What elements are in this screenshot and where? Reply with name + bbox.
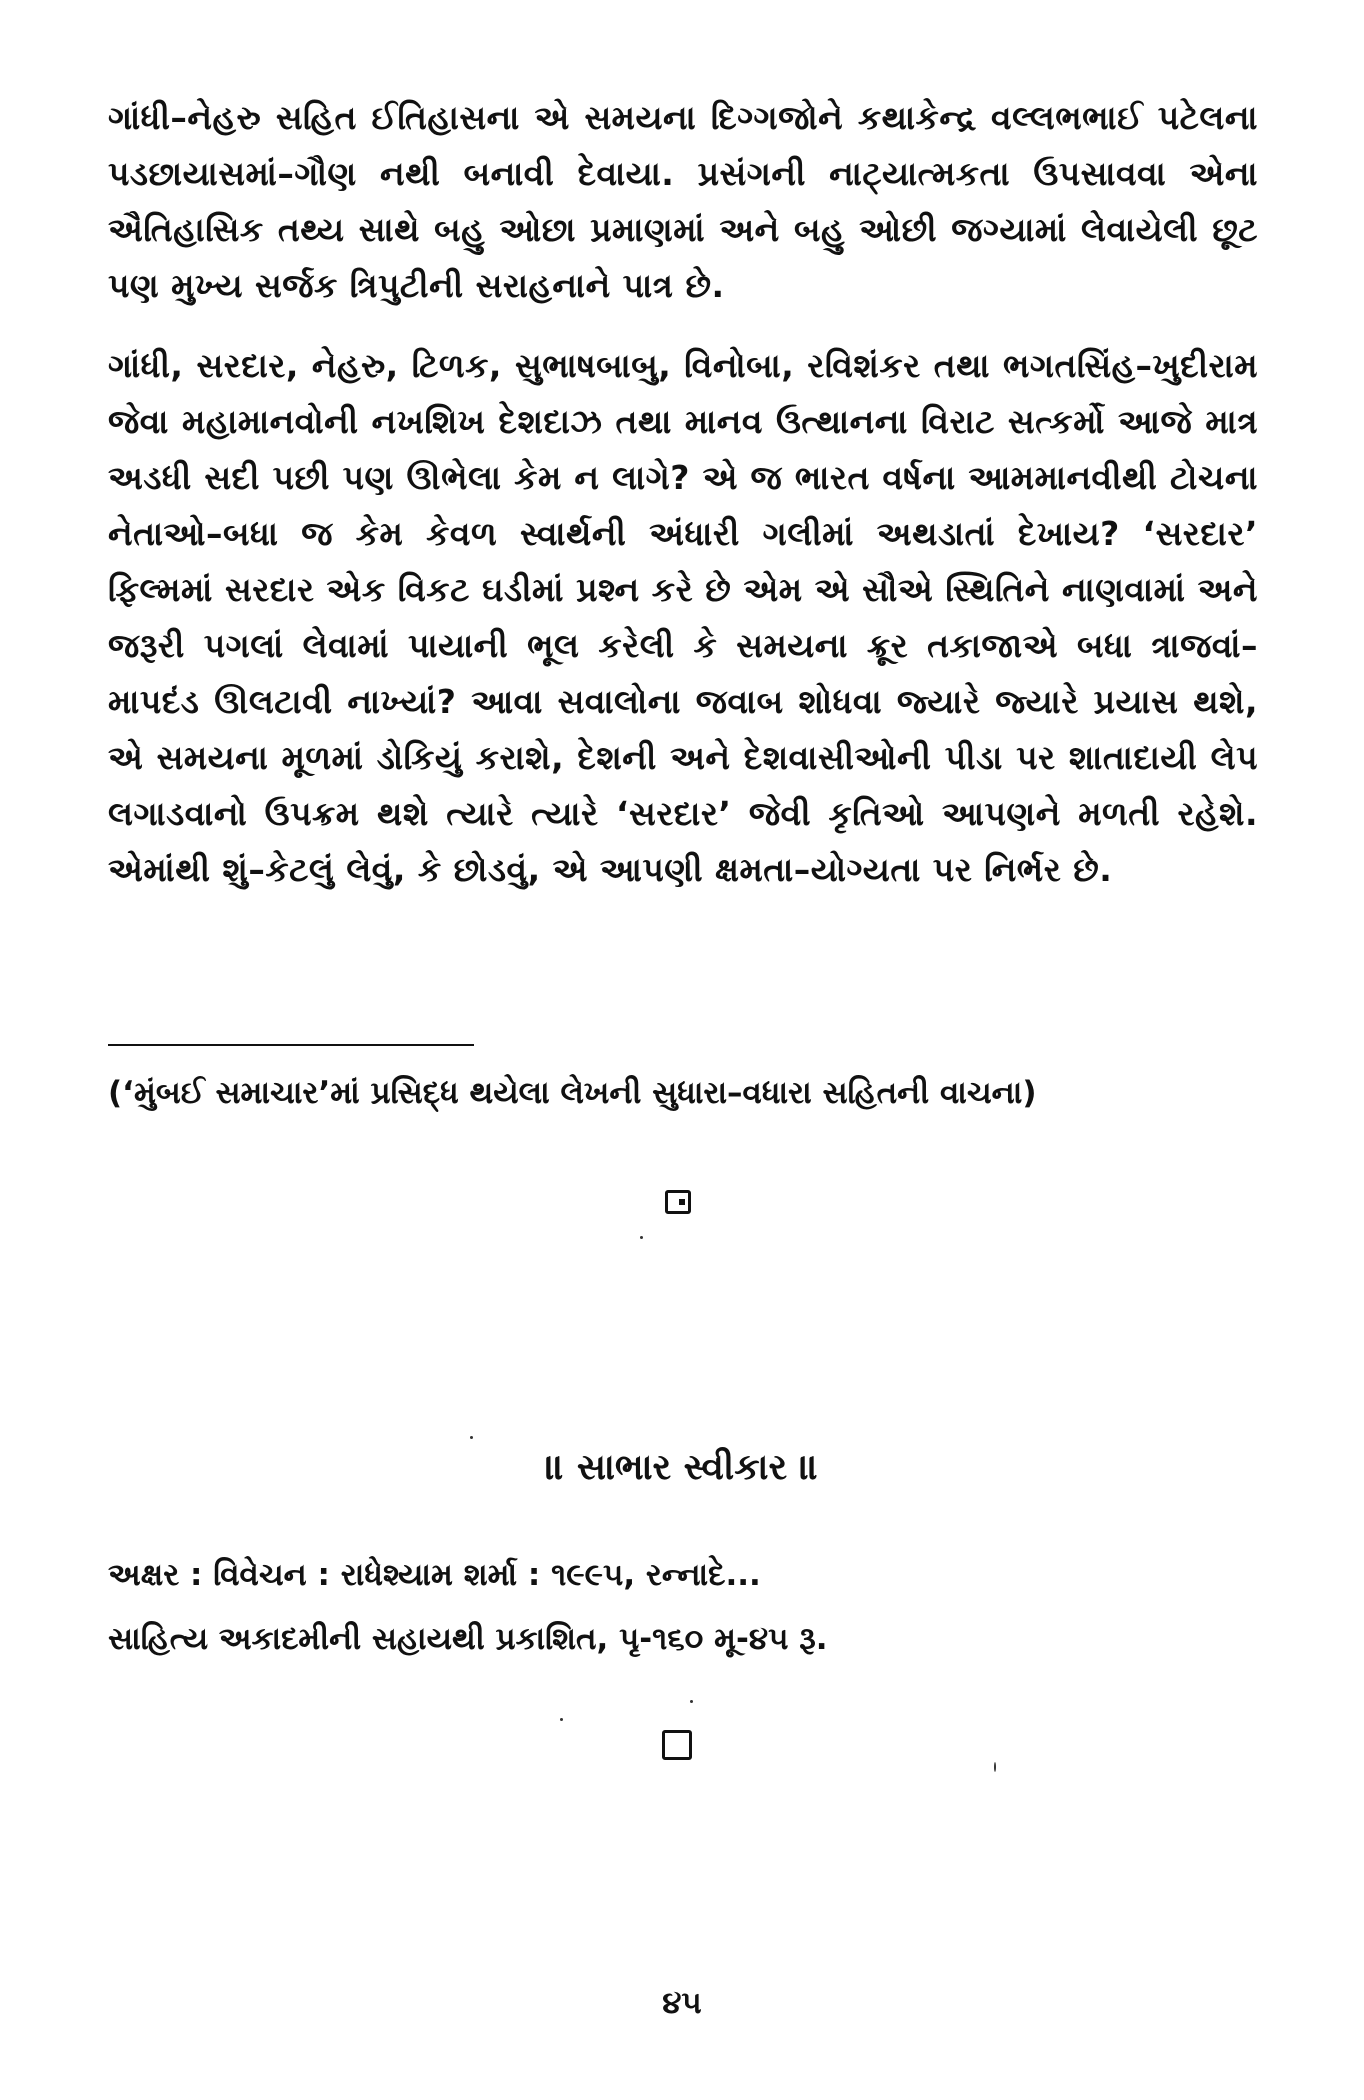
page-number: ૪૫ bbox=[662, 1985, 702, 2021]
body-paragraph: ગાંધી, સરદાર, નેહરુ, ટિળક, સુભાષબાબુ, વિનોબા, રવિશંકર તથા ભગતસિંહ–ખુદીરામ જેવા મહામાનવોની નખશિખ દેશદાઝ તથા માનવ ઉત્થાનના વિરાટ સત્કર્મો આજે માત્ર અડધી સદી પછી પણ ઊભેલા કેમ ન લાગે? એ જ ભારત વર્ષના આમમાનવીથી ટોચના નેતાઓ–બધા જ કેમ કેવળ સ્વાર્થની અંધારી ગલીમાં અથડાતાં દેખાય? ‘સરદાર’ ફિલ્મમાં સરદાર એક વિકટ ઘડીમાં પ્રશ્ન કરે છે એમ એ સૌએ સ્થિતિને નાણવામાં અને જરૂરી પગલાં લેવામાં પાયાની ભૂલ કરેલી કે સમયના ક્રૂર તકાજાએ બધા ત્રાજવાં–માપદંડ ઊલટાવી નાખ્યાં? આવા સવાલોના જવાબ શોધવા જ્યારે જ્યારે પ્રયાસ થશે, એ સમયના મૂળમાં ડોકિયું કરાશે, દેશની અને દેશવાસીઓની પીડા પર શાતાદાયી લેપ લગાડવાનો ઉપક્રમ થશે ત્યારે ત્યારે ‘સરદાર’ જેવી કૃતિઓ આપણને મળતી રહેશે. એમાંથી શું–કેટલું લેવું, કે છોડવું, એ આપણી ક્ષમતા–યોગ્યતા પર નિર્ભર છે. bbox=[108, 346, 1258, 889]
section-end-ornament-icon bbox=[665, 1190, 691, 1214]
source-note: (‘મુંબઈ સમાચાર’માં પ્રસિદ્ધ થયેલા લેખની સુધારા–વધારા સહિતની વાચના) bbox=[108, 1075, 1037, 1111]
print-speck bbox=[690, 1700, 693, 1703]
acknowledgement-line: સાહિત્ય અકાદમીની સહાયથી પ્રકાશિત, પૃ-૧૬૦ મૂ-૪૫ રૂ. bbox=[108, 1621, 828, 1657]
acknowledgement-line: અક્ષર : વિવેચન : રાધેશ્યામ શર્મા : ૧૯૯૫, રન્નાદે... bbox=[108, 1557, 761, 1593]
print-speck bbox=[994, 1762, 996, 1772]
acknowledgement-heading: ॥ સાભાર સ્વીકાર ॥ bbox=[545, 1447, 819, 1488]
footnote-divider bbox=[108, 1044, 474, 1046]
print-speck bbox=[640, 1236, 643, 1239]
square-ornament-icon bbox=[662, 1730, 692, 1760]
body-paragraph: ગાંધી–નેહરુ સહિત ઈતિહાસના એ સમયના દિગ્ગજોને કથાકેન્દ્ર વલ્લભભાઈ પટેલના પડછાયાસમાં–ગૌણ નથી બનાવી દેવાયા. પ્રસંગની નાટ્યાત્મકતા ઉપસાવવા એના ઐતિહાસિક તથ્ય સાથે બહુ ઓછા પ્રમાણમાં અને બહુ ઓછી જગ્યામાં લેવાયેલી છૂટ પણ મુખ્ય સર્જક ત્રિપુટીની સરાહનાને પાત્ર છે. bbox=[108, 98, 1258, 305]
print-speck bbox=[470, 1436, 473, 1439]
print-speck bbox=[560, 1718, 563, 1721]
